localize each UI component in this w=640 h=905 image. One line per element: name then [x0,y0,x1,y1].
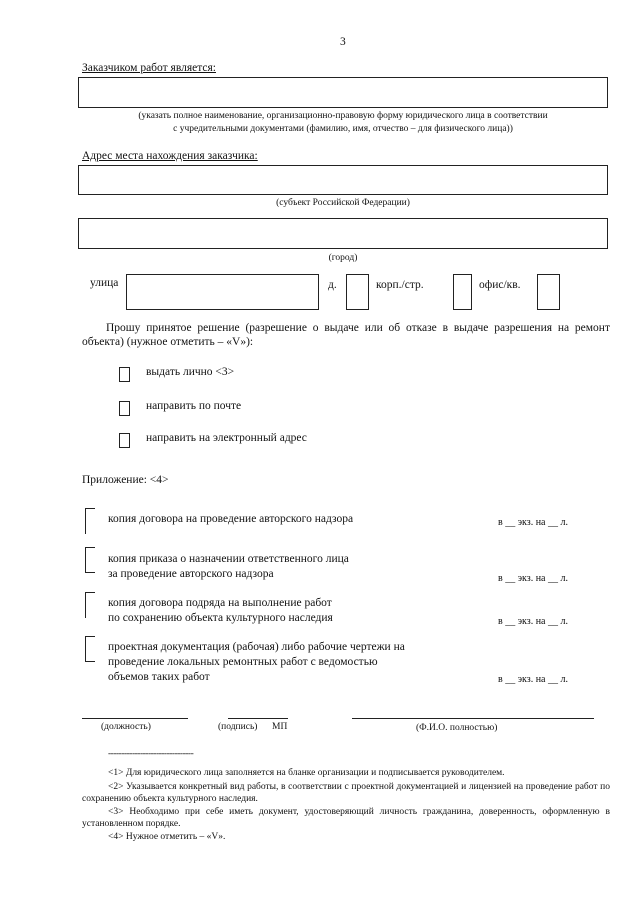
attachment-2-line2: за проведение авторского надзора [108,568,274,580]
full-name-line[interactable] [352,718,594,719]
footnote-2: <2> Указывается конкретный вид работы, в соответствии с проектной документацией и лицензией на проведение работ по сохранению объекта культурного наследия. [82,782,610,804]
customer-hint-line1: (указать полное наименование, организационно-правовую форму юридического лица в соответствии [138,111,548,121]
option-email-checkbox[interactable] [119,433,130,448]
office-field[interactable] [537,274,560,310]
attachment-4-copies: в __ экз. на __ л. [498,674,568,685]
footnote-3: <3> Необходимо при себе иметь документ, удостоверяющий личность гражданина, доверенность, оформленную в установленном порядке. [82,807,610,829]
option-mail-checkbox[interactable] [119,401,130,416]
office-label: офис/кв. [479,279,521,291]
attachment-3-copies: в __ экз. на __ л. [498,616,568,627]
attachment-3-line2: по сохранению объекта культурного наследия [108,612,333,624]
attachment-4-line1: проектная документация (рабочая) либо рабочие чертежи на [108,641,405,653]
building-field[interactable] [453,274,472,310]
region-hint: (субъект Российской Федерации) [276,198,410,208]
customer-name-field[interactable] [78,77,608,108]
customer-label: Заказчиком работ является: [82,62,216,74]
attachment-2-line1: копия приказа о назначении ответственного лица [108,553,349,565]
full-name-caption: (Ф.И.О. полностью) [416,723,498,733]
signature-caption: (подпись) [218,722,258,732]
option-in-person-label: выдать лично <3> [146,366,235,378]
attachment-1-line1: копия договора на проведение авторского надзора [108,513,354,525]
customer-hint-line2: с учредительными документами (фамилию, имя, отчество – для физического лица)) [173,124,513,134]
building-label: корп./стр. [376,279,424,291]
footnote-separator: -------------------------------- [108,749,194,759]
attachment-1-copies: в __ экз. на __ л. [498,517,568,528]
house-label: д. [328,279,337,291]
attachment-4-checkbox[interactable] [85,636,95,662]
stamp-caption: МП [272,722,288,732]
address-label: Адрес места нахождения заказчика: [82,150,258,162]
footnote-1: <1> Для юридического лица заполняется на бланке организации и подписывается руководителем. [108,768,505,778]
option-in-person-checkbox[interactable] [119,367,130,382]
street-label: улица [90,277,119,289]
position-caption: (должность) [101,722,151,732]
house-field[interactable] [346,274,369,310]
attachment-1-checkbox[interactable] [85,508,95,534]
attachment-4-line2: проведение локальных ремонтных работ с ведомостью [108,656,378,668]
attachment-2-checkbox[interactable] [85,547,95,573]
attachment-4-line3: объемов таких работ [108,671,210,683]
request-line1: Прошу принятое решение (разрешение о выдаче или об отказе в выдаче разрешения на ремонт [106,322,610,334]
signature-line[interactable] [228,718,288,719]
page-number: 3 [340,36,346,48]
option-email-label: направить на электронный адрес [146,432,307,444]
street-field[interactable] [126,274,319,310]
position-line[interactable] [82,718,188,719]
request-line2: объекта) (нужное отметить – «V»): [82,336,254,348]
region-field[interactable] [78,165,608,195]
footnote-4: <4> Нужное отметить – «V». [108,832,226,842]
attachment-3-checkbox[interactable] [85,592,95,618]
attachments-label: Приложение: <4> [82,474,169,486]
city-hint: (город) [328,253,358,263]
attachment-3-line1: копия договора подряда на выполнение работ [108,597,332,609]
option-mail-label: направить по почте [146,400,242,412]
city-field[interactable] [78,218,608,249]
attachment-2-copies: в __ экз. на __ л. [498,573,568,584]
